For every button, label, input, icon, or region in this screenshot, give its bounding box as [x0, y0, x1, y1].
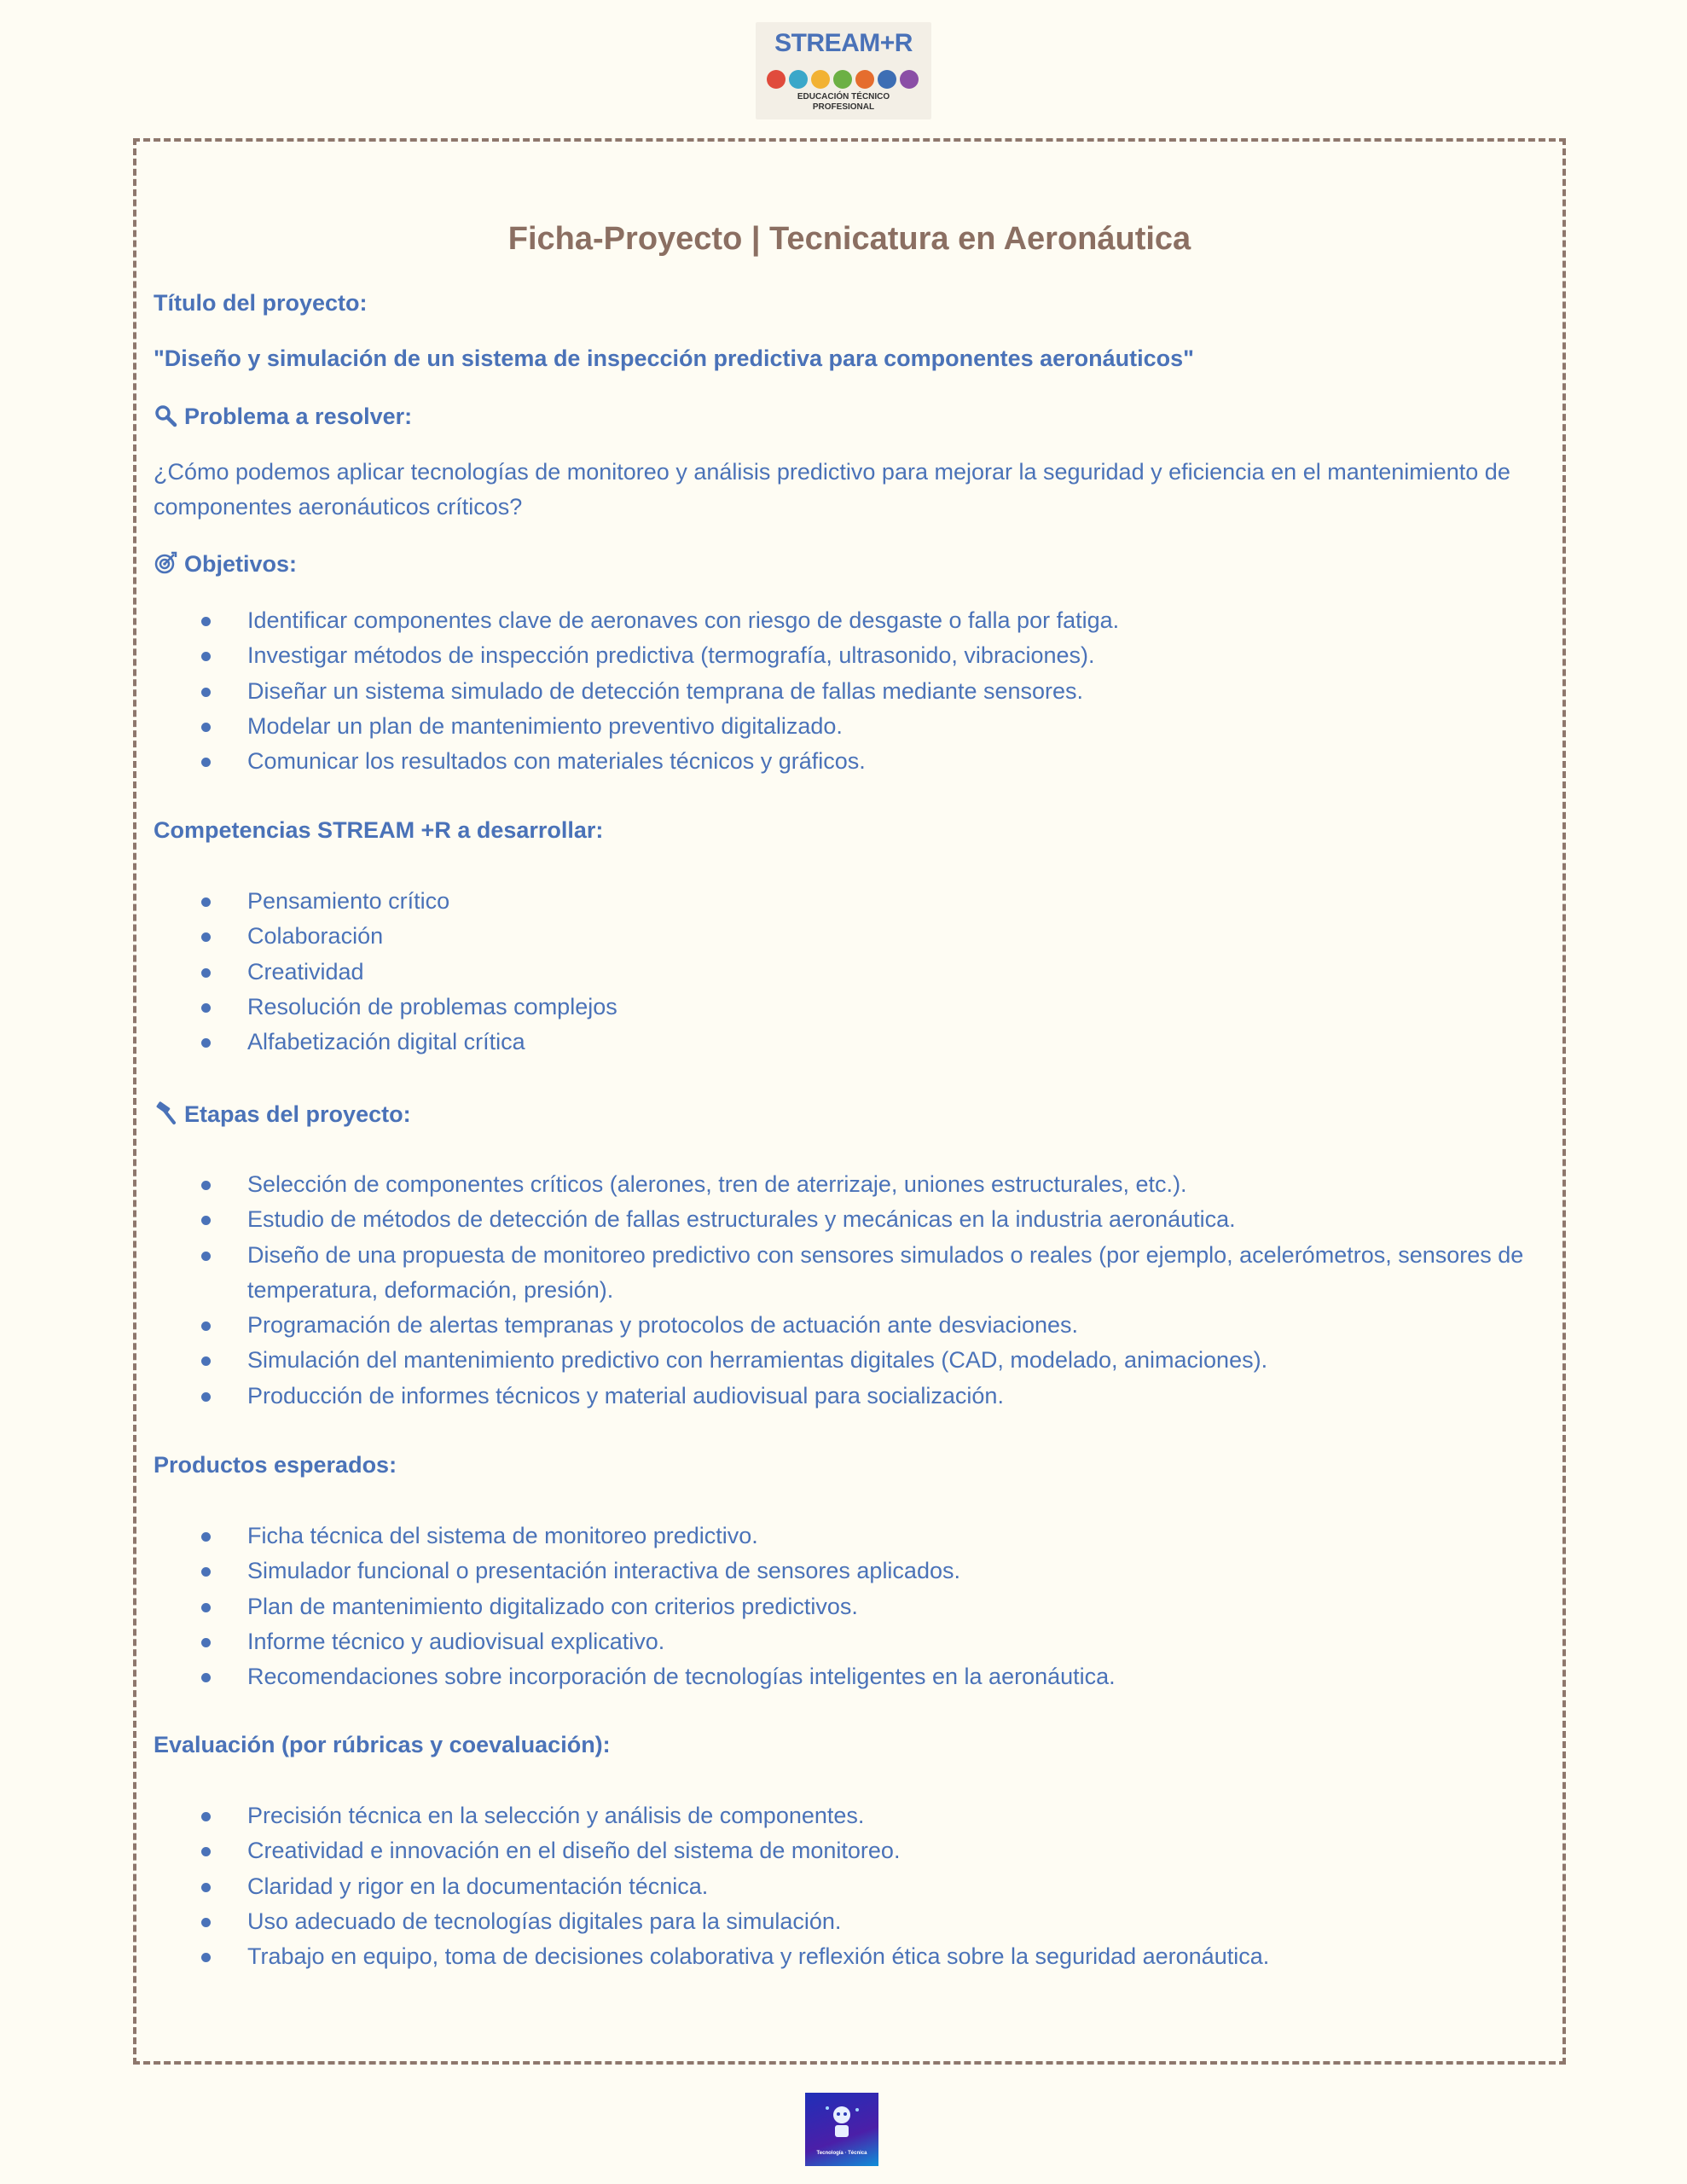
project-title-label: Título del proyecto:: [154, 290, 368, 316]
list-item: Claridad y rigor en la documentación técnica.: [154, 1869, 1535, 1904]
list-item: Comunicar los resultados con materiales técnicos y gráficos.: [154, 744, 1535, 779]
footer-logo-caption: Tecnología · Técnica: [816, 2151, 867, 2156]
hammer-icon: [154, 1101, 177, 1125]
list-item: Precisión técnica en la selección y análisis de componentes.: [154, 1798, 1535, 1833]
list-item: Colaboración: [154, 919, 1535, 954]
list-item: Diseñar un sistema simulado de detección temprana de fallas mediante sensores.: [154, 674, 1535, 709]
list-item: Producción de informes técnicos y material audiovisual para socialización.: [154, 1379, 1535, 1414]
list-item: Uso adecuado de tecnologías digitales para la simulación.: [154, 1904, 1535, 1939]
list-item: Creatividad e innovación en el diseño del sistema de monitoreo.: [154, 1833, 1535, 1868]
list-item: Simulación del mantenimiento predictivo con herramientas digitales (CAD, modelado, animaciones).: [154, 1343, 1535, 1378]
evaluation-list: [154, 1798, 1535, 1974]
problem-text: ¿Cómo podemos aplicar tecnologías de monitoreo y análisis predictivo para mejorar la seguridad y eficiencia en el mantenimiento de componentes aeronáuticos críticos?: [154, 459, 1510, 520]
list-item: Informe técnico y audiovisual explicativo.: [154, 1624, 1535, 1659]
competencies-heading: Competencias STREAM +R a desarrollar:: [154, 817, 604, 843]
competencies-list: [154, 884, 1535, 1060]
magnifier-icon: [154, 404, 177, 427]
list-item: Plan de mantenimiento digitalizado con criterios predictivos.: [154, 1589, 1535, 1624]
list-item: Selección de componentes críticos (alerones, tren de aterrizaje, uniones estructurales, etc.).: [154, 1167, 1535, 1202]
stages-heading: Etapas del proyecto:: [154, 1099, 411, 1130]
list-item: Investigar métodos de inspección predictiva (termografía, ultrasonido, vibraciones).: [154, 638, 1535, 673]
logo-brand-text: STREAM+R: [774, 29, 913, 57]
list-item: Programación de alertas tempranas y protocolos de actuación ante desviaciones.: [154, 1308, 1535, 1343]
stream-r-logo: [756, 22, 931, 119]
list-item: Trabajo en equipo, toma de decisiones colaborativa y reflexión ética sobre la seguridad aeronáutica.: [154, 1939, 1535, 1974]
evaluation-heading: Evaluación (por rúbricas y coevaluación):: [154, 1732, 611, 1757]
list-item: Simulador funcional o presentación interactiva de sensores aplicados.: [154, 1554, 1535, 1589]
list-item: Modelar un plan de mantenimiento preventivo digitalizado.: [154, 709, 1535, 744]
products-list: [154, 1519, 1535, 1694]
objectives-heading: Objetivos:: [154, 549, 297, 579]
logo-caption: EDUCACIÓN TÉCNICO PROFESIONAL: [797, 92, 890, 112]
list-item: Alfabetización digital crítica: [154, 1025, 1535, 1060]
list-item: Creatividad: [154, 955, 1535, 990]
list-item: Resolución de problemas complejos: [154, 990, 1535, 1025]
footer-logo: [805, 2093, 878, 2166]
page-title: Ficha-Proyecto | Tecnicatura en Aeronáutica: [507, 221, 1191, 257]
stages-list: [154, 1167, 1535, 1414]
list-item: Estudio de métodos de detección de fallas estructurales y mecánicas en la industria aeronáutica.: [154, 1202, 1535, 1237]
objectives-list: [154, 603, 1535, 779]
logo-icons: [764, 67, 923, 92]
robot-icon: [820, 2101, 863, 2140]
list-item: Ficha técnica del sistema de monitoreo predictivo.: [154, 1519, 1535, 1554]
problem-heading: Problema a resolver:: [154, 401, 412, 432]
list-item: Identificar componentes clave de aeronaves con riesgo de desgaste o falla por fatiga.: [154, 603, 1535, 638]
project-title: "Diseño y simulación de un sistema de inspección predictiva para componentes aeronáuticos": [154, 346, 1194, 371]
products-heading: Productos esperados:: [154, 1452, 397, 1478]
target-icon: [154, 551, 177, 575]
list-item: Diseño de una propuesta de monitoreo predictivo con sensores simulados o reales (por ejemplo, acelerómetros, sensores de temperatura, deformación, presión).: [154, 1238, 1535, 1309]
list-item: Pensamiento crítico: [154, 884, 1535, 919]
list-item: Recomendaciones sobre incorporación de tecnologías inteligentes en la aeronáutica.: [154, 1659, 1535, 1694]
